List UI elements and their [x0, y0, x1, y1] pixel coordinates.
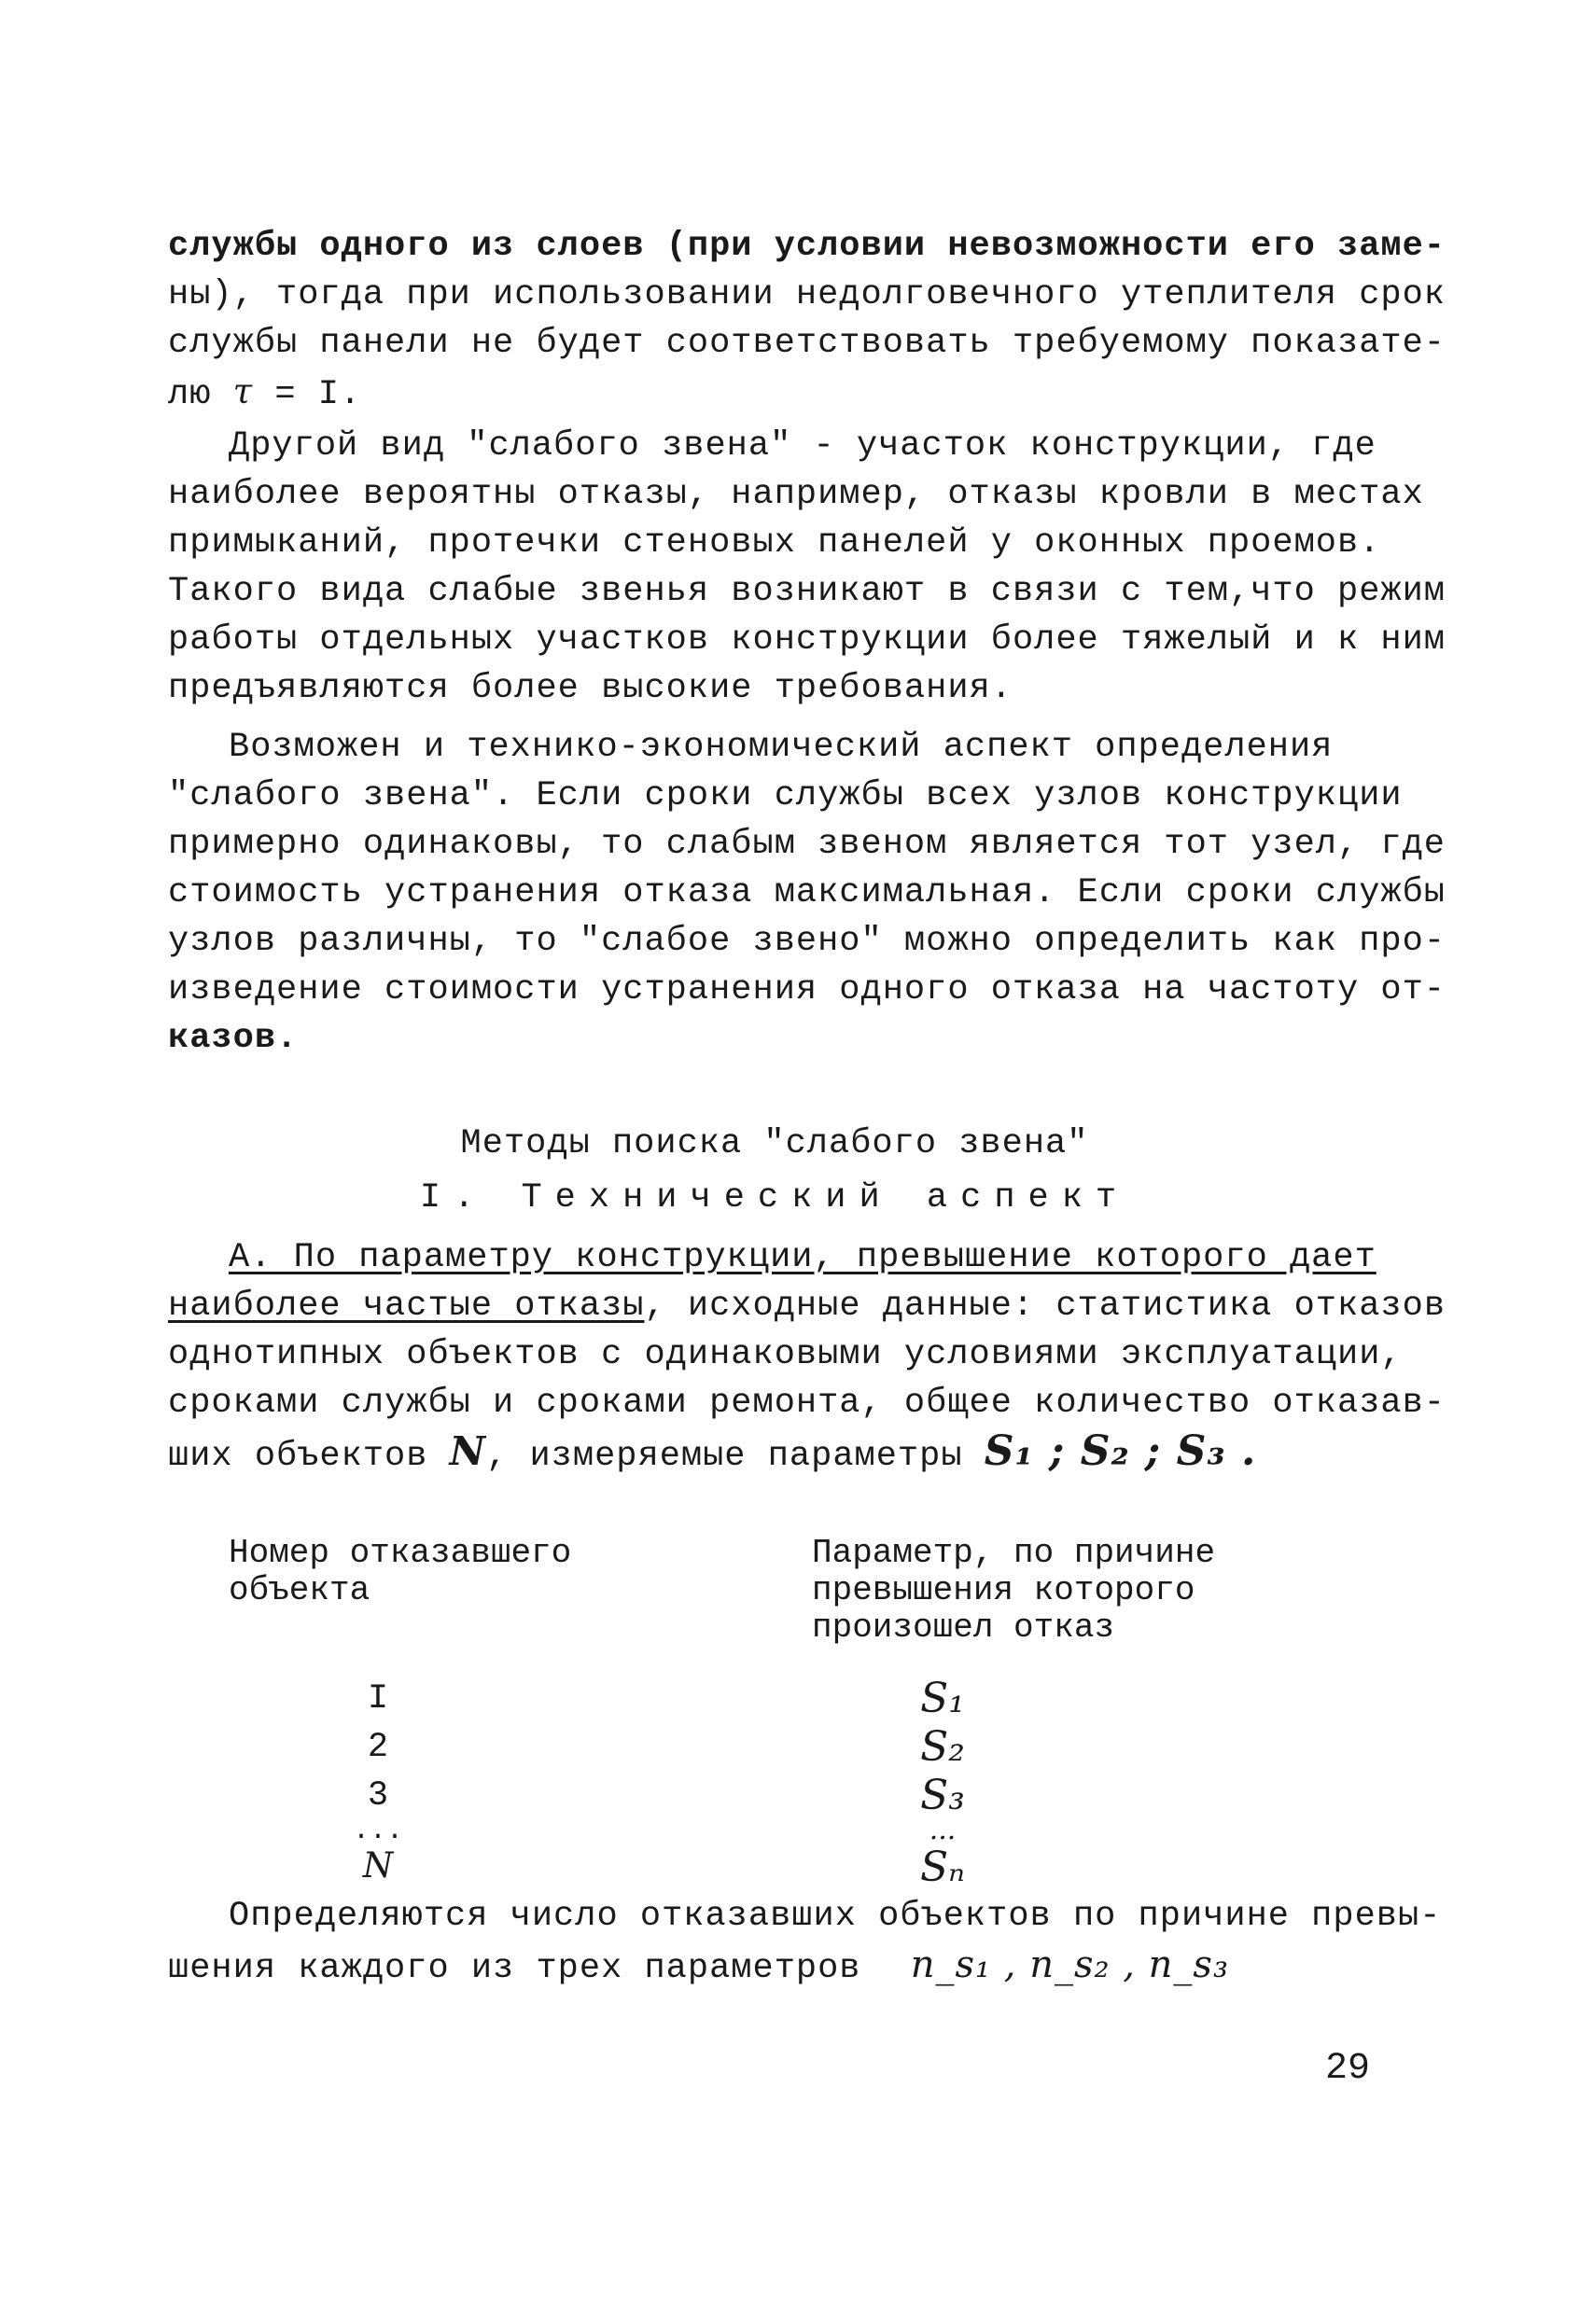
- table-col2-header-line-3: произошел отказ: [812, 1608, 1115, 1647]
- item-a-line-4: сроками службы и сроками ремонта, общее количество отказав-: [168, 1384, 1446, 1423]
- paragraph-1-line-4-text: лю: [168, 375, 212, 414]
- tau-symbol: τ: [232, 371, 254, 411]
- item-a-line-5-text-2: , измеряемые параметры: [486, 1437, 963, 1476]
- parameters-list: S₁ ; S₂ ; S₃ .: [984, 1427, 1257, 1475]
- closing-line-2-text: шения каждого из трех параметров: [168, 1949, 861, 1988]
- item-a-line-3: однотипных объектов с одинаковыми условиями эксплуатации,: [168, 1335, 1403, 1374]
- table-row-4-num: ...: [352, 1816, 403, 1847]
- section-title: Методы поиска "слабого звена": [460, 1124, 1089, 1163]
- paragraph-2-line-4: Такого вида слабые звенья возникают в связи с тем,что режим: [168, 572, 1446, 611]
- paragraph-2-line-3: примыканий, протечки стеновых панелей у оконных проемов.: [168, 523, 1381, 563]
- paragraph-2-line-5: работы отдельных участков конструкции более тяжелый и к ним: [168, 620, 1446, 660]
- table-row-1-param: S₁: [920, 1675, 965, 1722]
- paragraph-3-line-3: примерно одинаковы, то слабым звеном является тот узел, где: [168, 825, 1446, 864]
- item-a-heading: А. По параметру конструкции, превышение которого дает: [229, 1238, 1376, 1277]
- paragraph-1-line-2: ны), тогда при использовании недолговечного утеплителя срок: [168, 275, 1446, 314]
- table-row-3-num: 3: [367, 1776, 389, 1816]
- paragraph-2-line-6: предъявляются более высокие требования.: [168, 669, 1013, 708]
- paragraph-2-line-1: Другой вид "слабого звена" - участок конструкции, где: [229, 426, 1376, 466]
- table-row-2-param: S₂: [920, 1723, 965, 1771]
- table-col1-header-line-2: объекта: [229, 1571, 370, 1609]
- item-a-line-2-rest: , исходные данные: статистика отказов: [644, 1287, 1446, 1326]
- paragraph-1-line-4: [168, 368, 1381, 419]
- table-col1-header-line-1: Номер отказавшего: [229, 1534, 572, 1572]
- item-a-line-5-text: ших объектов: [168, 1437, 428, 1476]
- paragraph-1-line-1: службы одного из слоев (при условии невозможности его заме-: [168, 227, 1446, 266]
- table-col1-header: [229, 1535, 571, 1609]
- table-row-5-num: N: [362, 1845, 394, 1886]
- table-row-4-param: ...: [929, 1814, 957, 1846]
- closing-line-1: Определяются число отказавших объектов по причине превы-: [229, 1897, 1442, 1936]
- table-col2-header-line-2: превышения которого: [812, 1571, 1195, 1609]
- page-number: 29: [1325, 2048, 1371, 2090]
- n-symbol: N: [449, 1428, 487, 1474]
- paragraph-3-line-6: изведение стоимости устранения одного отказа на частоту от-: [168, 970, 1446, 1009]
- paragraph-1-line-3: службы панели не будет соответствовать требуемому показате-: [168, 324, 1446, 363]
- item-a-line-1: [229, 1233, 1442, 1282]
- closing-math: n_s₁ , n_s₂ , n_s₃: [910, 1943, 1229, 1986]
- table-col2-header-line-1: Параметр, по причине: [812, 1534, 1216, 1572]
- paragraph-1-line-4-end: = I.: [274, 375, 362, 414]
- subsection-title: I. Технический аспект: [419, 1178, 1130, 1218]
- paragraph-3-line-5: узлов различны, то "слабое звено" можно определить как про-: [168, 922, 1446, 961]
- item-a-line-2: [168, 1282, 1446, 1330]
- paragraph-2-line-2: наиболее вероятны отказы, например, отказы кровли в местах: [168, 475, 1424, 514]
- paragraph-3-line-4: стоимость устранения отказа максимальная. Если сроки службы: [168, 873, 1446, 912]
- item-a-heading-cont: наиболее частые отказы: [168, 1287, 645, 1326]
- closing-line-2: [168, 1941, 1381, 1993]
- table-row-1-num: I: [367, 1679, 389, 1719]
- item-a-line-5: [168, 1427, 1381, 1481]
- paragraph-3-line-2: "слабого звена". Если сроки службы всех узлов конструкции: [168, 776, 1403, 815]
- paragraph-3-line-1: Возможен и технико-экономический аспект определения: [229, 728, 1334, 767]
- table-row-2-num: 2: [367, 1728, 389, 1767]
- table-row-3-param: S₃: [920, 1772, 965, 1819]
- paragraph-3-line-7: казов.: [168, 1019, 299, 1058]
- table-col2-header: [812, 1535, 1215, 1647]
- table-row-5-param: Sₙ: [920, 1844, 965, 1891]
